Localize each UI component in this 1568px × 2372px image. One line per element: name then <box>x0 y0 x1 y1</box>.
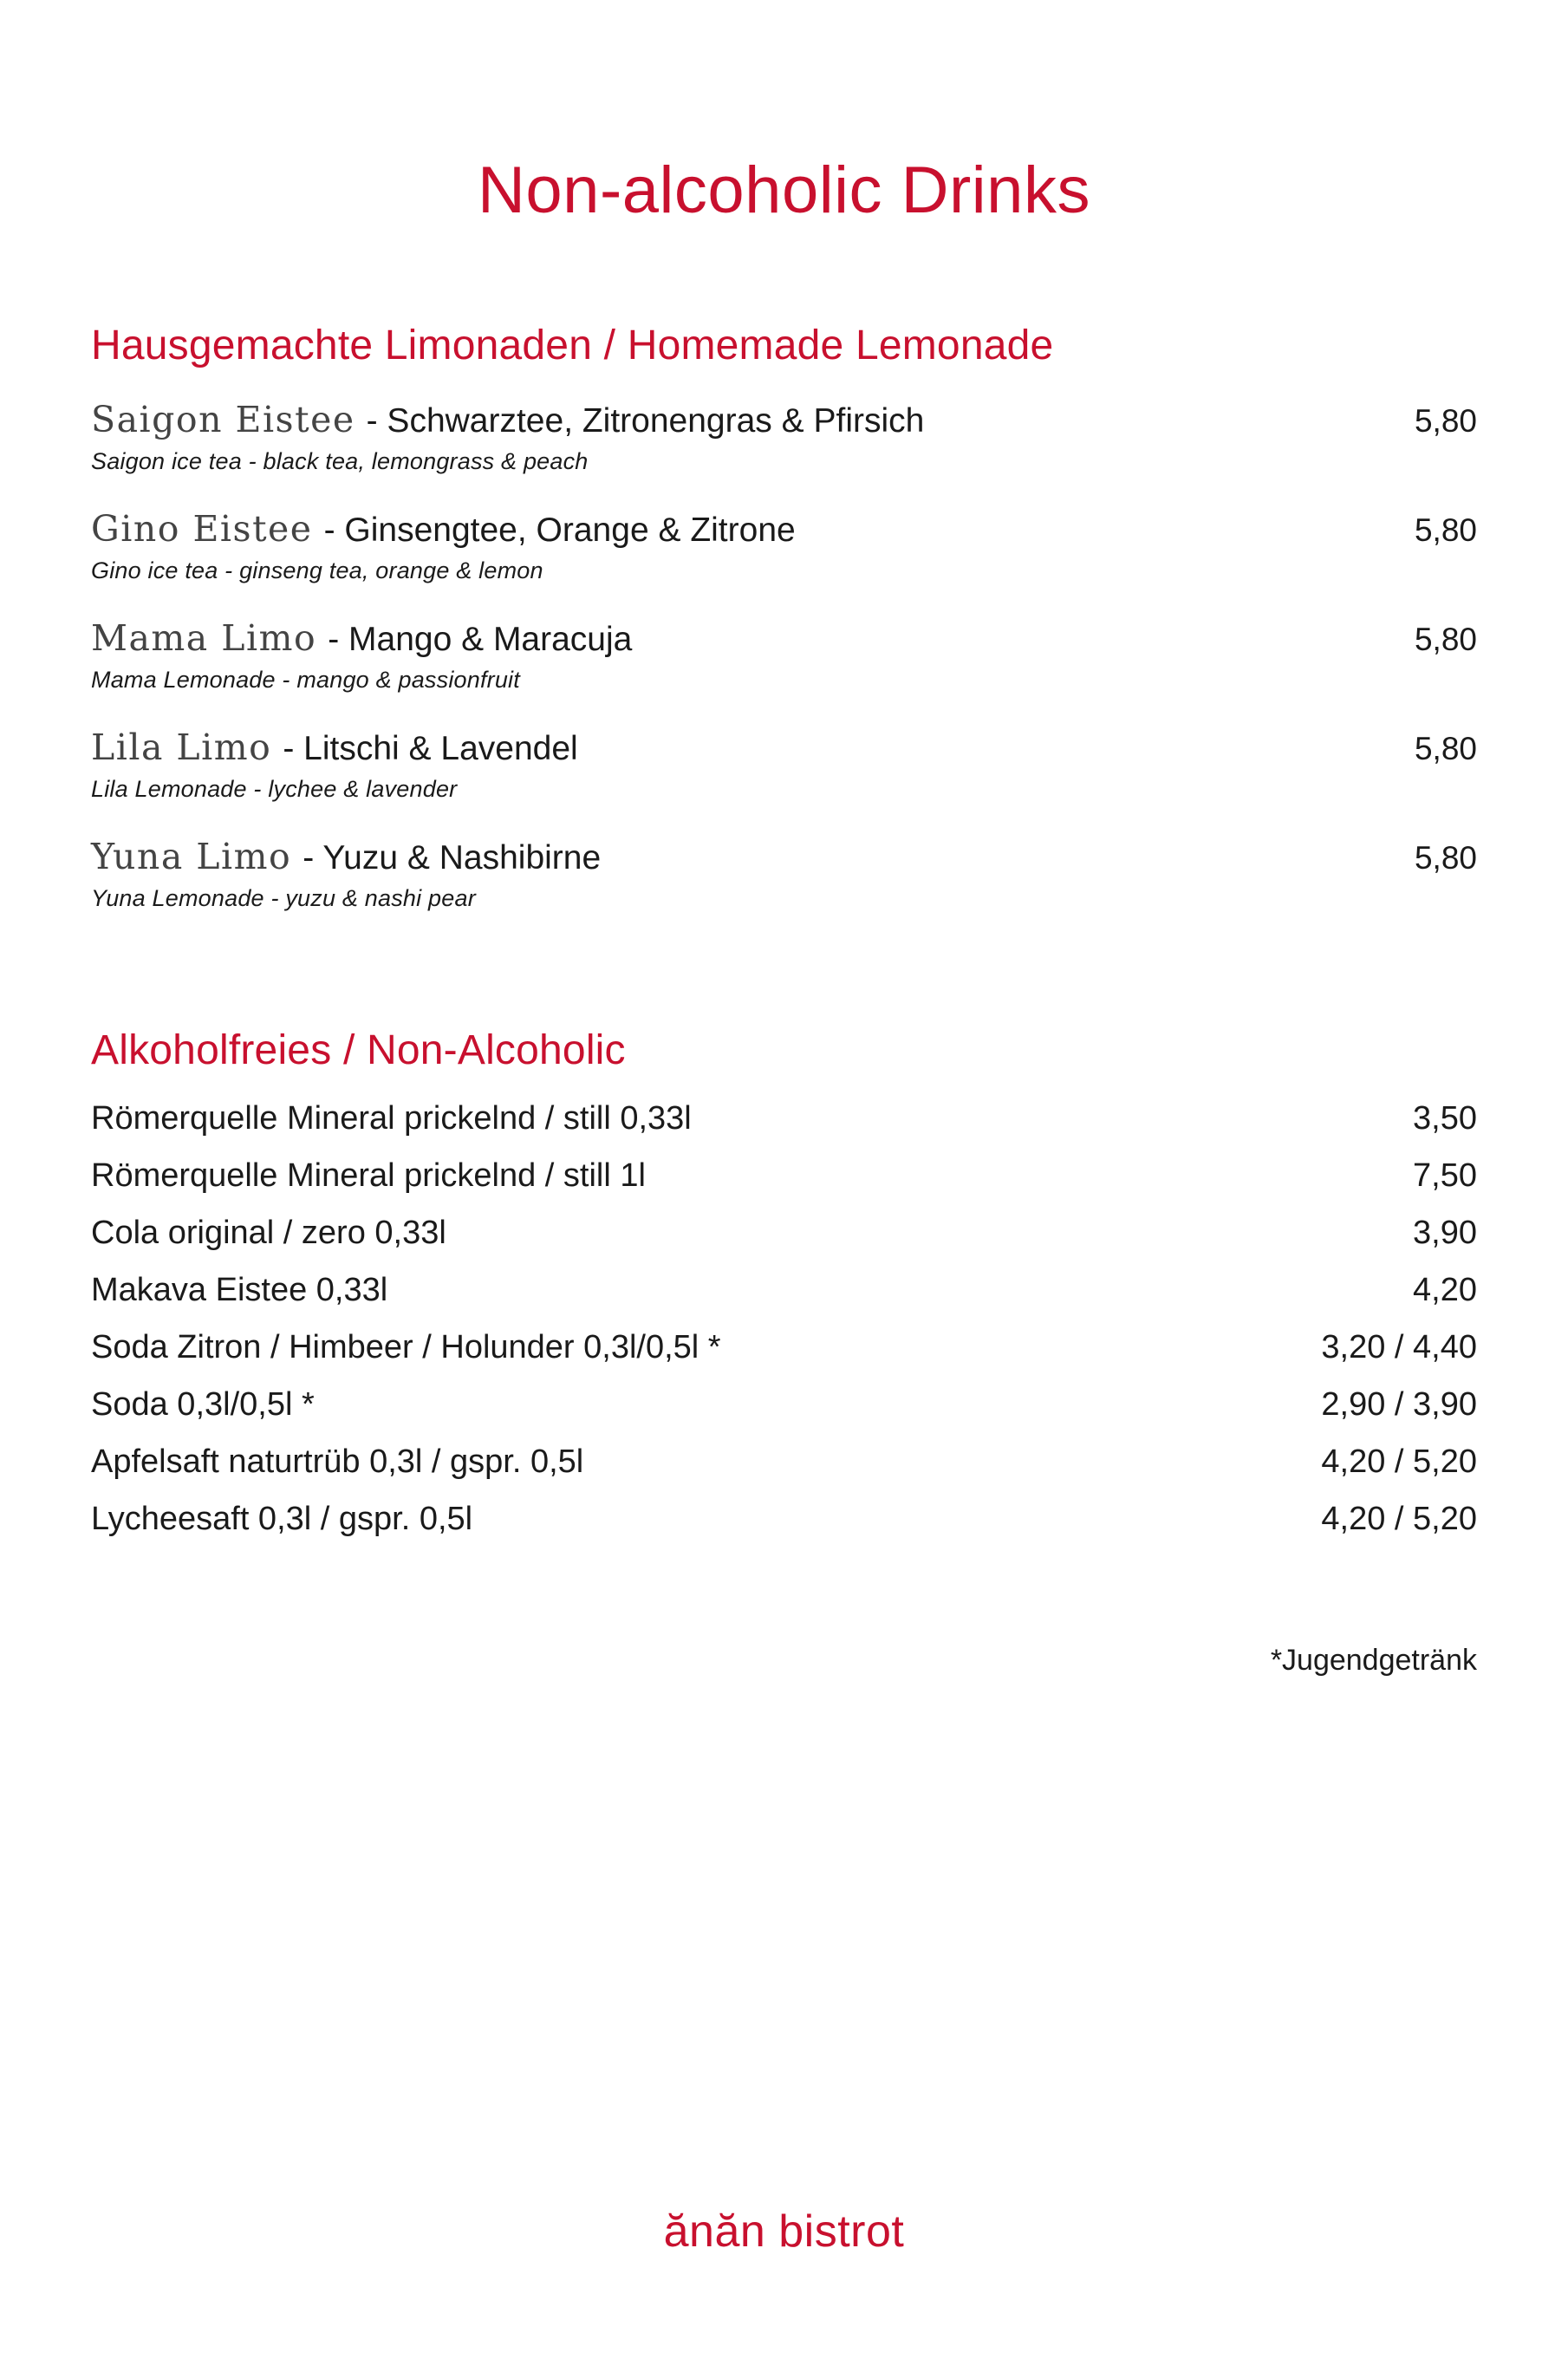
item-description: - Schwarztee, Zitronengras & Pfirsich <box>366 402 925 440</box>
list-item <box>91 1501 1477 1538</box>
item-label: Makava Eistee 0,33l <box>91 1272 388 1308</box>
item-name: Mama Limo <box>91 617 317 659</box>
section-heading-lemonade: Hausgemachte Limonaden / Homemade Lemonade <box>91 323 1054 368</box>
item-description: - Mango & Maracuja <box>328 621 633 658</box>
footnote: *Jugendgetränk <box>1270 1644 1477 1677</box>
list-item <box>91 1157 1477 1195</box>
item-price: 5,80 <box>1414 403 1477 439</box>
item-price: 5,80 <box>1414 512 1477 548</box>
item-price: 4,20 / 5,20 <box>1321 1501 1477 1537</box>
list-item <box>91 508 1477 584</box>
item-price: 3,50 <box>1413 1100 1477 1137</box>
item-description: - Yuzu & Nashibirne <box>303 839 602 876</box>
list-item <box>91 1329 1477 1366</box>
item-price: 7,50 <box>1413 1157 1477 1194</box>
item-price: 4,20 <box>1413 1272 1477 1308</box>
item-name: Lila Limo <box>91 727 272 768</box>
menu-page <box>0 153 1568 2372</box>
item-name: Yuna Limo <box>91 836 292 877</box>
item-label: Lycheesaft 0,3l / gspr. 0,5l <box>91 1501 473 1537</box>
item-translation: Yuna Lemonade - yuzu & nashi pear <box>91 885 476 911</box>
item-price: 2,90 / 3,90 <box>1321 1386 1477 1423</box>
list-item <box>91 836 1477 912</box>
item-name: Saigon Eistee <box>91 399 355 440</box>
item-price: 3,20 / 4,40 <box>1321 1329 1477 1365</box>
page-title: Non-alcoholic Drinks <box>478 153 1090 227</box>
item-price: 5,80 <box>1414 840 1477 876</box>
lemonade-list <box>91 399 1477 912</box>
item-translation: Saigon ice tea - black tea, lemongrass & peach <box>91 448 589 474</box>
item-label: Cola original / zero 0,33l <box>91 1215 446 1251</box>
section-heading-non-alcoholic: Alkoholfreies / Non-Alcoholic <box>91 1027 626 1073</box>
list-item <box>91 1215 1477 1252</box>
item-label: Römerquelle Mineral prickelnd / still 1l <box>91 1157 646 1194</box>
item-description: - Litschi & Lavendel <box>283 730 578 767</box>
section-homemade-lemonade <box>91 322 1477 912</box>
item-label: Soda 0,3l/0,5l * <box>91 1386 315 1423</box>
item-name: Gino Eistee <box>91 508 313 550</box>
list-item <box>91 1100 1477 1137</box>
brand-logo: ănăn bistrot <box>663 2206 905 2257</box>
item-label: Römerquelle Mineral prickelnd / still 0,33l <box>91 1100 692 1137</box>
item-label: Soda Zitron / Himbeer / Holunder 0,3l/0,5l * <box>91 1329 721 1365</box>
list-item <box>91 1272 1477 1309</box>
list-item <box>91 1386 1477 1424</box>
item-description: - Ginsengtee, Orange & Zitrone <box>323 512 796 549</box>
item-price: 5,80 <box>1414 622 1477 657</box>
item-label: Apfelsaft naturtrüb 0,3l / gspr. 0,5l <box>91 1443 584 1480</box>
item-price: 5,80 <box>1414 731 1477 766</box>
list-item <box>91 1443 1477 1481</box>
item-translation: Lila Lemonade - lychee & lavender <box>91 776 458 802</box>
list-item <box>91 617 1477 694</box>
item-translation: Mama Lemonade - mango & passionfruit <box>91 667 520 693</box>
list-item <box>91 727 1477 803</box>
non-alcoholic-list <box>91 1100 1477 1538</box>
list-item <box>91 399 1477 475</box>
section-non-alcoholic <box>91 1026 1477 1538</box>
item-price: 4,20 / 5,20 <box>1321 1443 1477 1480</box>
item-price: 3,90 <box>1413 1215 1477 1251</box>
item-translation: Gino ice tea - ginseng tea, orange & lemon <box>91 557 543 583</box>
